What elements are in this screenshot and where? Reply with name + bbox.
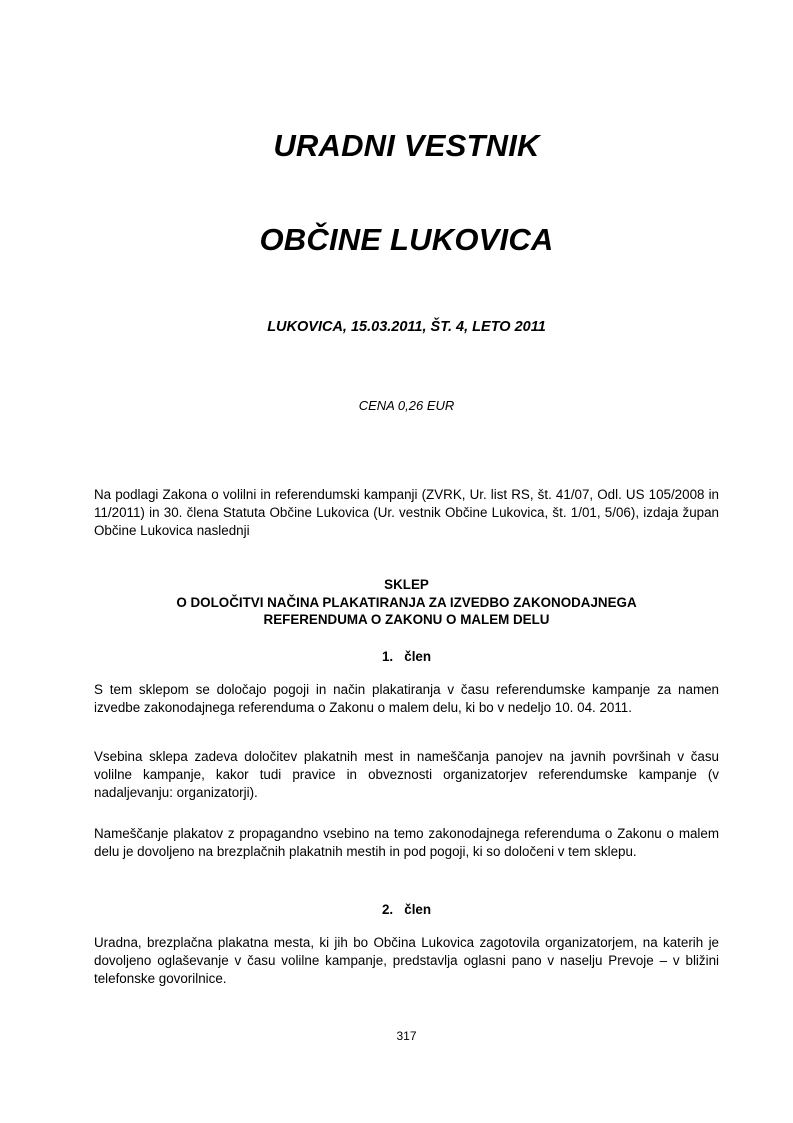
legal-basis-paragraph: Na podlagi Zakona o volilni in referendumski kampanji (ZVRK, Ur. list RS, št. 41/07, Odl. US 105/2008 in 11/2011) in 30. člena Statuta Občine Lukovica (Ur. vestnik Občine Lukovica, št. 1/01, 5/06), izdaja župan Občine Lukovica naslednji — [94, 487, 719, 538]
decision-title — [94, 576, 719, 629]
gazette-title: URADNI VESTNIK — [273, 128, 540, 163]
decision-title-line-1: SKLEP — [384, 577, 429, 592]
article-2-paragraph-1: Uradna, brezplačna plakatna mesta, ki jih bo Občina Lukovica zagotovila organizatorjem, na katerih je dovoljeno oglaševanje v času volilne kampanje, predstavlja oglasni pano v naselju Prevoje – v bližini telefonske govorilnice. — [94, 935, 719, 986]
article-1-heading: 1. člen — [381, 649, 432, 664]
price-line: CENA 0,26 EUR — [358, 398, 455, 413]
page-number: 317 — [396, 1029, 417, 1043]
decision-title-line-3: REFERENDUMA O ZAKONU O MALEM DELU — [263, 612, 550, 627]
article-1-paragraph-3: Nameščanje plakatov z propagandno vsebino na temo zakonodajnega referenduma o Zakonu o malem delu je dovoljeno na brezplačnih plakatnih mestih in pod pogoji, ki so določeni v tem sklepu. — [94, 826, 719, 859]
article-1-paragraph-1: S tem sklepom se določajo pogoji in način plakatiranja v času referendumske kampanje za namen izvedbe zakonodajnega referenduma o Zakonu o malem delu, ki bo v nedeljo 10. 04. 2011. — [94, 682, 719, 715]
gazette-subtitle: OBČINE LUKOVICA — [259, 222, 554, 257]
issue-line: LUKOVICA, 15.03.2011, ŠT. 4, LETO 2011 — [267, 319, 546, 335]
article-2-heading: 2. člen — [381, 902, 432, 917]
article-1-paragraph-2: Vsebina sklepa zadeva določitev plakatnih mest in nameščanja panojev na javnih površinah v času volilne kampanje, kakor tudi pravice in obveznosti organizatorjev referendumske kampanje (v nadaljevanju: organizatorji). — [94, 749, 719, 800]
decision-title-line-2: O DOLOČITVI NAČINA PLAKATIRANJA ZA IZVEDBO ZAKONODAJNEGA — [176, 594, 637, 610]
